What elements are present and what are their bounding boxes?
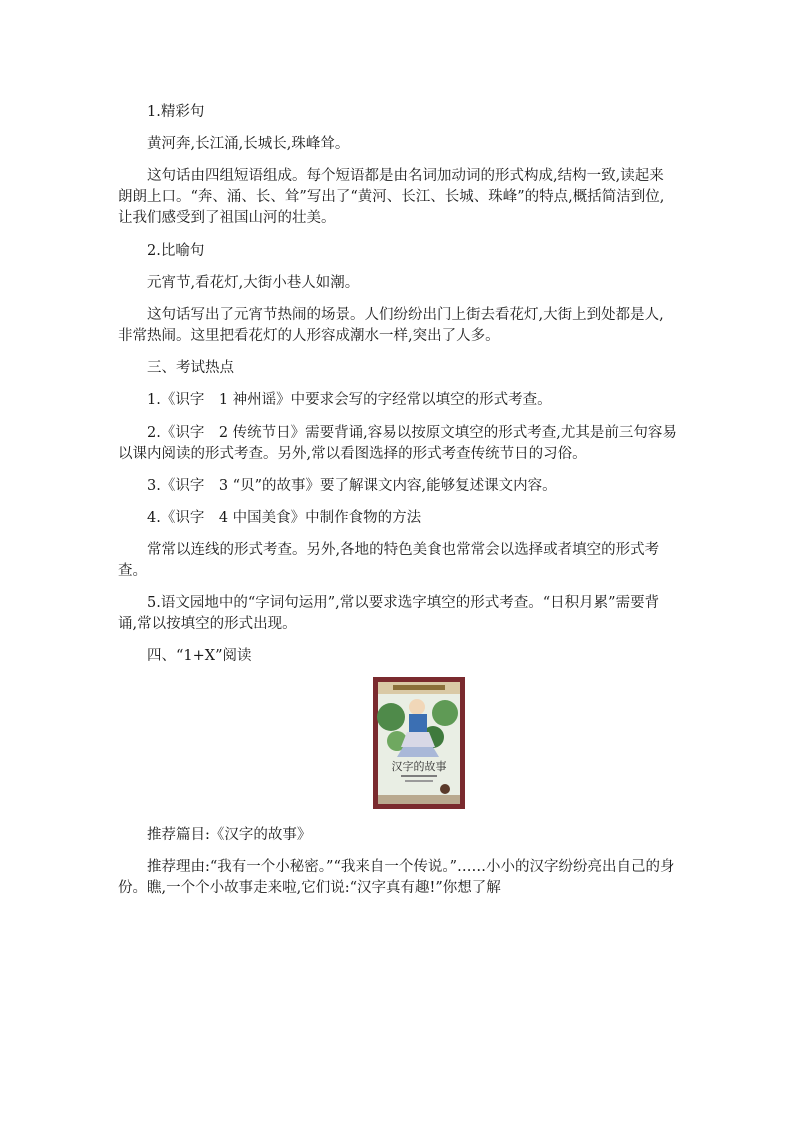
heading-metaphor-sentence: 2.比喻句 (147, 242, 205, 259)
example-sentence-rivers: 黄河奔,长江涌,长城长,珠峰耸。 (147, 136, 350, 153)
recommended-title: 推荐篇目:《汉字的故事》 (147, 826, 312, 843)
exam-point-3: 3.《识字 3 “贝”的故事》要了解课文内容,能够复述课文内容。 (147, 477, 557, 494)
exam-point-4-detail: 常常以连线的形式考查。另外,各地的特色美食也常常会以选择或者填空的形式考查。 (118, 542, 660, 580)
exam-point-2: 2.《识字 2 传统节日》需要背诵,容易以按原文填空的形式考查,尤其是前三句容易以课内阅读的形式考查。另外,常以看图选择的形式考查传统节日的习俗。 (118, 424, 677, 462)
document-body (118, 102, 678, 910)
explanation-lantern: 这句话写出了元宵节热闹的场景。人们纷纷出门上街去看花灯,大街上到处都是人,非常热闹。这里把看花灯的人形容成潮水一样,突出了人多。 (118, 306, 664, 344)
book-cover-image (373, 677, 465, 809)
exam-point-4: 4.《识字 4 中国美食》中制作食物的方法 (147, 509, 422, 526)
exam-point-5: 5.语文园地中的“字词句运用”,常以要求选字填空的形式考查。“日积月累”需要背诵,常以按填空的形式出现。 (118, 595, 660, 633)
exam-point-1: 1.《识字 1 神州谣》中要求会写的字经常以填空的形式考查。 (147, 392, 552, 409)
example-sentence-lantern: 元宵节,看花灯,大街小巷人如潮。 (147, 274, 360, 291)
explanation-rivers: 这句话由四组短语组成。每个短语都是由名词加动词的形式构成,结构一致,读起来朗朗上口。“奔、涌、长、耸”写出了“黄河、长江、长城、珠峰”的特点,概括简洁到位,让我们感受到了祖国山河的壮美。 (118, 168, 665, 227)
section-heading-exam-points: 三、考试热点 (147, 360, 234, 377)
book-cover-container (118, 677, 678, 809)
recommended-reason: 推荐理由:“我有一个小秘密。”“我来自一个传说。”……小小的汉字纷纷亮出自己的身份。瞧,一个个小故事走来啦,它们说:“汉字真有趣!”你想了解 (118, 858, 675, 896)
section-heading-reading: 四、“1+X”阅读 (147, 648, 252, 665)
book-cover-title: 汉字的故事 (391, 759, 447, 773)
heading-highlight-sentence: 1.精彩句 (147, 104, 205, 120)
